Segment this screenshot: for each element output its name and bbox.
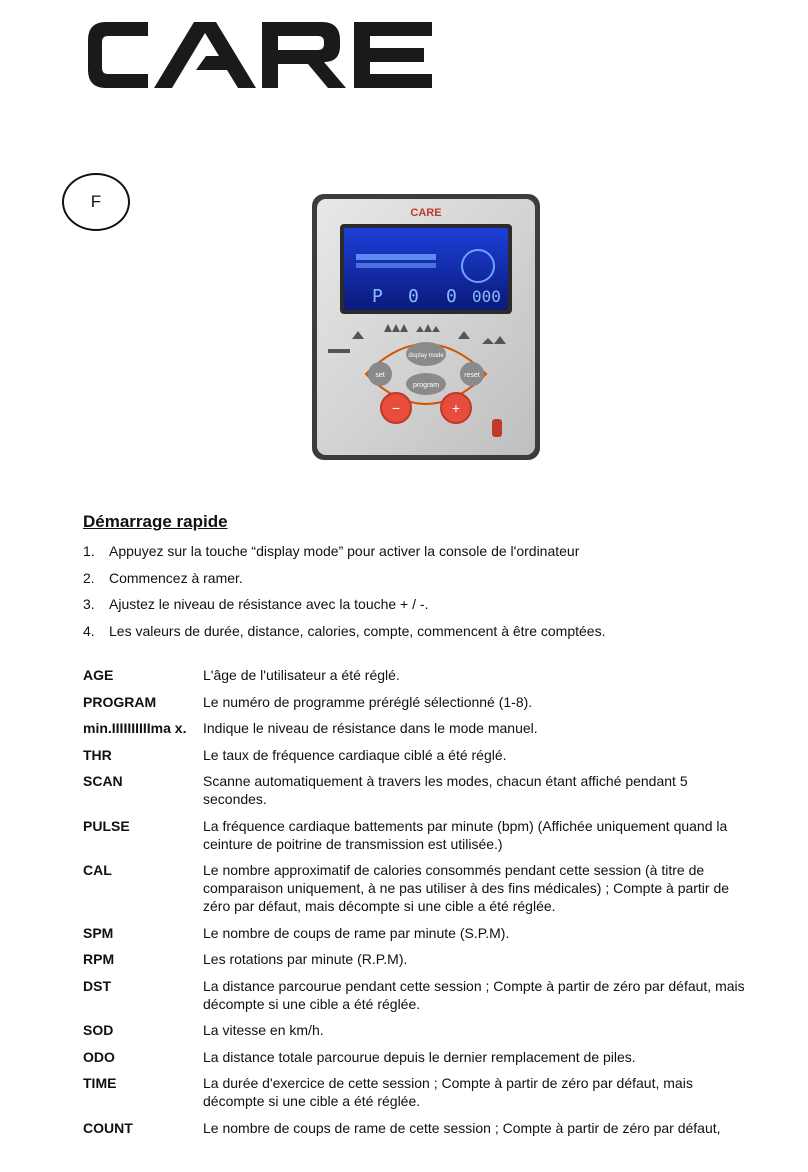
- definition-desc: Le nombre approximatif de calories consommés pendant cette session (à titre de comparaison uniquement, à ne pas utiliser à des fins médicales) ; Compte à partir de zéro par défaut, mais décompte si une cible a été réglée.: [203, 862, 730, 914]
- definition-desc: La distance parcourue pendant cette session ; Compte à partir de zéro par défaut, mais décompte si une cible a été réglée.: [203, 977, 745, 1012]
- lcd-value-3: 000: [472, 287, 501, 306]
- definition-desc: Le numéro de programme préréglé sélectionné (1-8).: [203, 693, 533, 710]
- definition-desc: Indique le niveau de résistance dans le mode manuel.: [203, 720, 538, 736]
- definition-row: [83, 1119, 763, 1137]
- definition-term: SPM: [83, 924, 114, 941]
- definition-term: ODO: [83, 1048, 115, 1065]
- definition-row: [83, 817, 763, 853]
- definition-desc: Le nombre de coups de rame par minute (S.P.M).: [203, 924, 510, 941]
- quick-start-steps: [83, 543, 605, 649]
- definition-row: [83, 666, 763, 684]
- definition-desc: La distance totale parcourue depuis le dernier remplacement de piles.: [203, 1048, 636, 1065]
- definition-row: [83, 861, 763, 915]
- reset-label: reset: [464, 372, 480, 379]
- definition-row: [83, 746, 763, 764]
- status-indicator: [492, 419, 502, 437]
- definition-row: [83, 924, 763, 942]
- program-label: program: [412, 382, 440, 389]
- console-photo: [312, 194, 540, 460]
- profile-p3: [384, 324, 408, 332]
- definition-term: CAL: [83, 862, 112, 878]
- definition-row: [83, 1021, 763, 1039]
- step-number: 3.: [83, 596, 95, 613]
- definition-row: [83, 1048, 763, 1066]
- step-text: Les valeurs de durée, distance, calories, compte, commencent à être comptées.: [109, 622, 606, 639]
- definition-term: PULSE: [83, 817, 130, 834]
- definition-term: AGE: [83, 667, 114, 683]
- step-number: 1.: [83, 543, 95, 559]
- definition-term: SCAN: [83, 773, 123, 789]
- definition-desc: Scanne automatiquement à travers les modes, chacun étant affiché pendant 5 secondes.: [203, 773, 688, 807]
- minus-label: −: [391, 400, 401, 416]
- step-text: Commencez à ramer.: [109, 569, 243, 586]
- step-number: 4.: [83, 622, 95, 639]
- language-marker: [62, 173, 130, 231]
- lcd-bar-graph: [356, 254, 436, 260]
- definition-term: TIME: [83, 1075, 117, 1091]
- lcd-bar-graph-2: [356, 263, 436, 268]
- set-label: set: [375, 372, 385, 379]
- definition-row: [83, 1074, 763, 1110]
- lcd-program: P: [372, 286, 383, 307]
- definition-desc: La fréquence cardiaque battements par minute (bpm) (Affichée uniquement quand la ceinture de poitrine de transmission est utilisée.): [203, 817, 728, 852]
- care-logo-graphic: [84, 18, 436, 92]
- definition-term: PROGRAM: [83, 693, 157, 710]
- lcd-value-1: 0: [408, 286, 419, 307]
- console-brand: CARE: [410, 207, 442, 219]
- plus-label: +: [451, 400, 461, 416]
- definition-desc: Le nombre de coups de rame de cette session ; Compte à partir de zéro par défaut,: [203, 1119, 721, 1136]
- definition-desc: Le taux de fréquence cardiaque ciblé a été réglé.: [203, 746, 507, 763]
- definition-desc: La vitesse en km/h.: [203, 1022, 324, 1038]
- list-item: [83, 596, 605, 623]
- definition-row: [83, 719, 763, 737]
- section-title-quick-start: Démarrage rapide: [83, 512, 228, 531]
- definition-row: [83, 693, 763, 711]
- definition-row: [83, 950, 763, 968]
- definition-term: COUNT: [83, 1119, 133, 1136]
- step-number: 2.: [83, 569, 95, 586]
- definition-desc: L'âge de l'utilisateur a été réglé.: [203, 667, 400, 683]
- step-text: Ajustez le niveau de résistance avec la touche + / -.: [109, 596, 429, 613]
- definition-term: DST: [83, 977, 111, 994]
- list-item: [83, 623, 605, 650]
- brand-logo: [84, 18, 436, 92]
- definition-term: SOD: [83, 1022, 114, 1038]
- definition-row: [83, 977, 763, 1013]
- language-letter: F: [90, 192, 102, 211]
- display-mode-label: display mode: [408, 353, 444, 359]
- definitions-list: [83, 666, 763, 1145]
- definition-desc: Les rotations par minute (R.P.M).: [203, 951, 408, 967]
- profile-p1: [328, 349, 350, 353]
- console-illustration: [312, 194, 540, 460]
- list-item: [83, 543, 605, 570]
- lcd-value-2: 0: [446, 286, 457, 307]
- list-item: [83, 570, 605, 597]
- definition-desc: La durée d'exercice de cette session ; Compte à partir de zéro par défaut, mais décompte si une cible a été réglée.: [203, 1075, 693, 1109]
- definition-term: THR: [83, 746, 112, 763]
- definition-term: RPM: [83, 951, 115, 967]
- definition-term: min.IIIIIIIIIIma x.: [83, 720, 187, 736]
- step-text: Appuyez sur la touche “display mode” pour activer la console de l'ordinateur: [109, 543, 580, 559]
- definition-row: [83, 772, 763, 808]
